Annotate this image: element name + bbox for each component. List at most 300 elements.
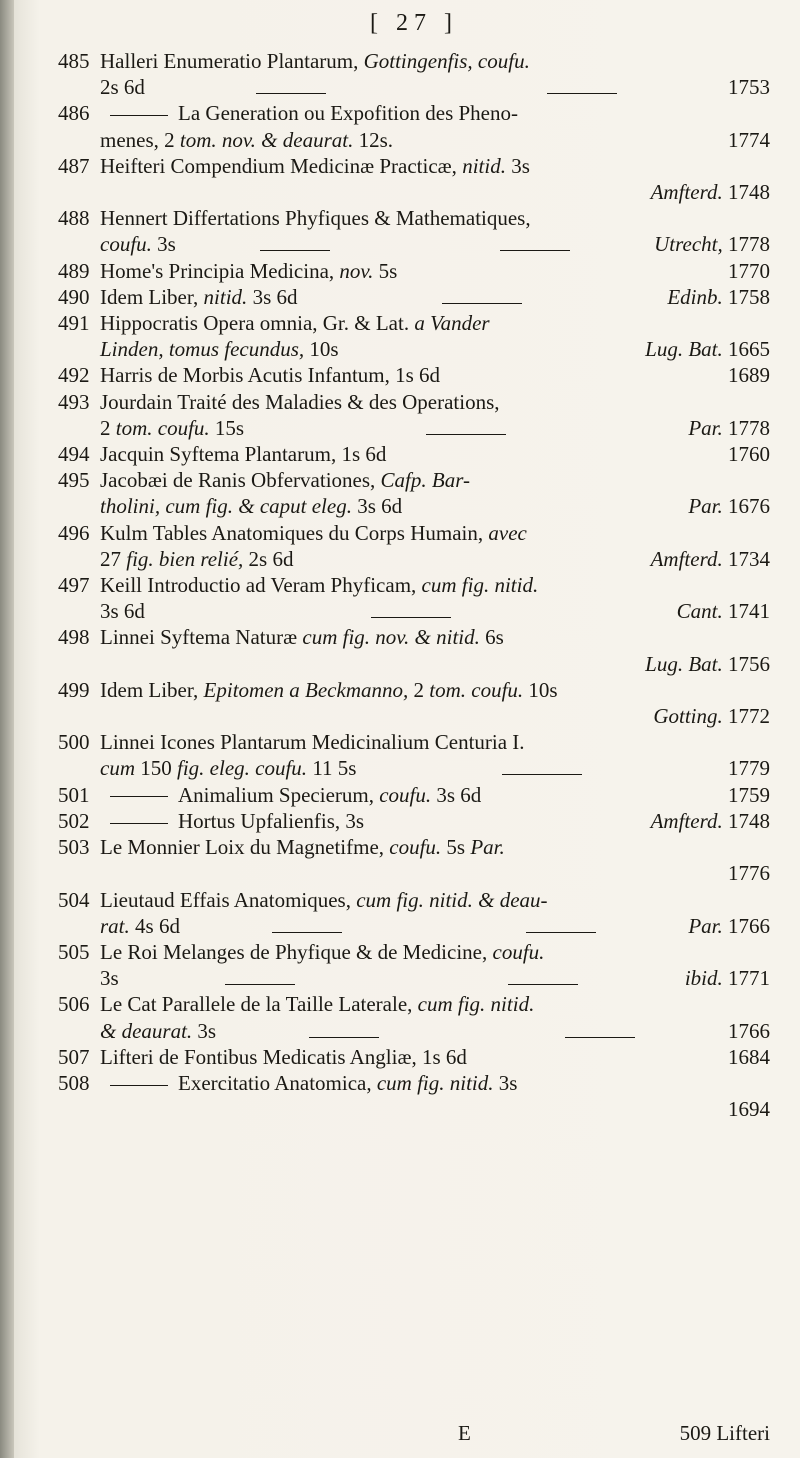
catalogue-entry [58,1044,770,1070]
entry-italic: fig. eleg. coufu. [177,756,308,781]
entry-line [58,48,770,74]
ditto-rule [502,774,582,775]
entry-italic: Linden, tomus fecundus, [100,337,305,362]
entry-italic: nitid. [462,153,506,178]
catalogue-entry [58,389,770,441]
entry-italic: nov. [339,258,374,283]
entry-text [58,651,100,677]
ditto-rule [110,823,168,824]
entry-text [58,441,386,467]
entry-title: La Generation ou Expofition des Pheno- [178,101,518,126]
entry-line [58,991,770,1017]
year: 1758 [728,284,770,309]
entry-detail: 2 [408,677,430,702]
entry-line [58,624,770,650]
entry-detail: 3s 6d [431,782,482,807]
entry-italic: fig. bien relié, [126,546,244,571]
entry-title: Le Cat Parallele de la Taille Laterale, [100,992,418,1017]
entry-spacer [145,617,677,618]
entry-line [58,729,770,755]
entry-italic: & deaurat. [100,1018,193,1043]
entry-text [58,808,364,834]
entry-italic: Epitomen a Beckmanno, [203,677,409,702]
entry-imprint [728,258,770,284]
entry-detail: 4s 6d [129,913,180,938]
entry-text [58,598,145,624]
entry-number: 489 [58,258,90,283]
entry-italic: tom. coufu. [115,415,210,440]
entry-number: 505 [58,939,90,964]
entry-number: 490 [58,284,90,309]
entry-title: Harris de Morbis Acutis Infantum, 1s 6d [100,363,441,388]
entry-italic: coufu. [379,782,432,807]
entry-text [58,153,530,179]
entry-italic: Par. [470,835,505,860]
catalogue-entry [58,834,770,886]
entry-title: Heifteri Compendium Medicinæ Practicæ, [100,153,463,178]
entry-imprint [728,362,770,388]
entry-number: 493 [58,389,90,414]
entry-detail: 3s 6d [247,284,298,309]
entry-text [58,48,530,74]
entry-imprint [651,546,770,572]
entry-text [58,205,531,231]
entry-number: 488 [58,206,90,231]
place-of-print: Par. [688,494,723,519]
ditto-rule [309,1037,379,1038]
catalogue-entry [58,205,770,257]
entry-text [58,362,440,388]
entry-imprint [728,1044,770,1070]
entry-detail: 150 [135,756,177,781]
entry-number: 508 [58,1070,90,1095]
place-of-print: Amfterd. [650,808,723,833]
entry-line [58,965,770,991]
entry-text [58,887,548,913]
entry-text [58,1018,216,1044]
place-of-print: Utrecht, [654,232,723,257]
entry-detail: 5s [373,258,398,283]
book-spine [0,0,14,1458]
catalogue-entry [58,677,770,729]
entry-line [58,782,770,808]
entry-line [58,1044,770,1070]
entry-line [58,258,770,284]
entry-detail: 10s [304,337,339,362]
entry-italic: cum fig. nitid. [421,573,539,598]
entry-italic: coufu. [389,835,442,860]
entry-text [58,1044,467,1070]
year: 1778 [728,415,770,440]
entry-detail: 10s [523,677,558,702]
entry-line [58,310,770,336]
entry-text [58,74,145,100]
year: 1770 [728,258,770,283]
entry-imprint [651,179,770,205]
entry-imprint [728,127,770,153]
entry-detail: 2s 6d [243,546,294,571]
entry-line [58,572,770,598]
place-of-print: Par. [688,415,723,440]
entry-spacer [180,932,688,933]
entry-line [58,415,770,441]
entry-italic: a Vander [414,311,490,336]
catalogue-entry [58,284,770,310]
entry-line [58,860,770,886]
entry-line [58,913,770,939]
entry-imprint [677,598,770,624]
ditto-rule [272,932,342,933]
catalogue-entry [58,572,770,624]
place-of-print: Gotting. [653,704,723,729]
entry-line [58,362,770,388]
entry-text [58,965,119,991]
year: 1759 [728,782,770,807]
entry-title: Jacquin Syftema Plantarum, 1s 6d [100,442,387,467]
entry-text [58,100,518,126]
entry-italic: tom. coufu. [429,677,524,702]
entry-title: Le Roi Melanges de Phyfique & de Medicine, [100,939,493,964]
entry-imprint [688,493,770,519]
entry-text [58,782,481,808]
entry-italic: coufu. [100,232,152,257]
entry-number: 498 [58,625,90,650]
entry-imprint [654,231,770,257]
entry-title: Hennert Differtations Phyfiques & Mathematiques, [100,206,531,231]
entry-imprint [645,651,770,677]
entry-number: 503 [58,835,90,860]
entry-title: 2 [100,415,116,440]
entry-detail: 11 5s [307,756,357,781]
catalogue-entry [58,887,770,939]
entry-title: Idem Liber, [100,677,204,702]
entry-italic: cum fig. nitid. [417,992,535,1017]
year: 1772 [728,704,770,729]
entry-line [58,284,770,310]
entry-line [58,834,770,860]
entry-title: Jacobæi de Ranis Obfervationes, [100,468,381,493]
entry-detail: 3s [192,1018,217,1043]
entry-number: 507 [58,1044,90,1069]
entry-number: 485 [58,49,90,73]
ditto-rule [256,93,326,94]
entry-text [58,572,538,598]
entry-title: Keill Introductio ad Veram Phyficam, [100,573,422,598]
entry-spacer [356,774,728,775]
entry-title: Jourdain Traité des Maladies & des Operations, [100,389,500,414]
year: 1774 [728,127,770,152]
signature-mark: E [458,1421,471,1445]
entry-text [58,179,100,205]
entry-title: Home's Principia Medicina, [100,258,340,283]
catalogue-entry [58,729,770,781]
year: 1665 [728,337,770,362]
entry-title: Linnei Syftema Naturæ [100,625,303,650]
entry-imprint [728,782,770,808]
entry-italic: Gottingenfis, coufu. [363,49,530,73]
year: 1776 [728,861,770,886]
year: 1766 [728,913,770,938]
ditto-rule [110,115,168,116]
entry-number: 497 [58,573,90,598]
entry-italic: rat. [100,913,130,938]
catalogue-entry [58,991,770,1043]
entry-detail: 5s [441,835,471,860]
catalogue-entry [58,520,770,572]
entry-text [58,729,525,755]
entry-text [58,991,534,1017]
entry-italic: cum fig. nitid. [376,1070,494,1095]
entry-number: 500 [58,730,90,755]
ditto-rule [547,93,617,94]
year: 1741 [728,599,770,624]
entry-line [58,887,770,913]
catalogue-entry [58,467,770,519]
entry-imprint [645,336,770,362]
place-of-print: Lug. Bat. [645,651,723,676]
entry-line [58,677,770,703]
entry-spacer [176,250,654,251]
year: 1676 [728,494,770,519]
entry-line [58,493,770,519]
catalogue-entry [58,808,770,834]
year: 1748 [728,180,770,205]
place-of-print: Lug. Bat. [645,337,723,362]
entry-detail: 3s [493,1070,518,1095]
ditto-rule [526,932,596,933]
entry-text [58,415,244,441]
ditto-rule [508,984,578,985]
entry-number: 487 [58,153,90,178]
entry-line [58,441,770,467]
entry-number: 486 [58,101,90,126]
entry-detail: 12s. [353,127,394,152]
entry-title: Lifteri de Fontibus Medicatis Angliæ, 1s 6d [100,1044,467,1069]
entry-italic: tom. nov. & deaurat. [179,127,354,152]
entry-title: Animalium Specierum, [178,782,380,807]
entry-title: Idem Liber, [100,284,204,309]
entry-title: Kulm Tables Anatomiques du Corps Humain, [100,520,489,545]
entry-line [58,808,770,834]
entry-line [58,1096,770,1122]
entry-spacer [119,984,685,985]
entry-title: 27 [100,546,127,571]
year: 1753 [728,75,770,100]
year: 1779 [728,756,770,781]
entry-text [58,1096,100,1122]
entry-text [58,493,402,519]
entry-line [58,598,770,624]
entry-italic: tholini, cum fig. & caput eleg. [100,494,352,519]
entry-text [58,231,176,257]
year: 1760 [728,442,770,467]
entry-imprint [667,284,770,310]
entry-italic: cum [100,756,135,781]
catalogue-entry [58,258,770,284]
catalogue-entry [58,100,770,152]
entry-italic: avec [488,520,527,545]
entry-title: Hippocratis Opera omnia, Gr. & Lat. [100,311,415,336]
entry-text [58,258,397,284]
entry-detail: 6s [479,625,504,650]
place-of-print: Par. [688,913,723,938]
entry-italic: nitid. [203,284,248,309]
year: 1734 [728,546,770,571]
entry-spacer [145,93,728,94]
entry-text [58,860,100,886]
catalogue-entry [58,624,770,676]
entry-text [58,310,490,336]
entry-imprint [728,441,770,467]
entry-detail: 3s 6d [351,494,403,519]
entry-number: 501 [58,782,90,807]
year: 1771 [728,966,770,991]
entry-text [58,624,504,650]
ditto-rule [500,250,570,251]
entry-title: Le Monnier Loix du Magnetifme, [100,835,390,860]
entry-line [58,467,770,493]
year: 1689 [728,363,770,388]
catalogue-entry [58,441,770,467]
year: 1778 [728,232,770,257]
entry-number: 502 [58,808,90,833]
entry-line [58,1018,770,1044]
entry-spacer [216,1037,728,1038]
entry-number: 506 [58,992,90,1017]
entry-title: menes, 2 [100,127,180,152]
place-of-print: ibid. [684,966,723,991]
entry-text [58,546,293,572]
entry-imprint [728,1018,770,1044]
ditto-rule [260,250,330,251]
entry-title: Lieutaud Effais Anatomiques, [100,887,357,912]
entry-text [58,127,393,153]
ditto-rule [110,1085,168,1086]
place-of-print: Amfterd. [650,546,723,571]
catalogue-entry [58,310,770,362]
entry-line [58,389,770,415]
ditto-rule [426,434,506,435]
catalogue-entry [58,362,770,388]
entry-text [58,755,356,781]
entry-text [58,336,339,362]
entry-title: 3s [100,966,119,991]
entry-imprint [728,74,770,100]
entry-text [58,703,100,729]
entry-text [58,520,527,546]
entry-title: Linnei Icones Plantarum Medicinalium Centuria I. [100,730,525,755]
entry-title: Halleri Enumeratio Plantarum, [100,49,364,73]
entry-detail: 3s [151,232,176,257]
entry-line [58,127,770,153]
place-of-print: Cant. [676,599,723,624]
entry-italic: Cafp. Bar- [380,468,470,493]
ditto-rule [225,984,295,985]
entry-number: 494 [58,442,90,467]
catalogue-entries [58,48,770,1122]
entry-text [58,1070,517,1096]
entry-spacer [298,303,668,304]
entry-number: 504 [58,887,90,912]
year: 1748 [728,808,770,833]
entry-text [58,939,544,965]
entry-detail: 3s [505,153,530,178]
catalogue-entry [58,782,770,808]
entry-italic: cum fig. nov. & nitid. [302,625,480,650]
catalogue-entry [58,48,770,100]
entry-number: 492 [58,363,90,388]
entry-text [58,834,505,860]
entry-line [58,703,770,729]
entry-imprint [688,415,770,441]
entry-imprint [651,808,770,834]
year: 1756 [728,651,770,676]
page-number: [ 27 ] [370,10,458,36]
entry-text [58,389,500,415]
year: 1684 [728,1044,770,1069]
entry-line [58,755,770,781]
catalogue-entry [58,1070,770,1122]
ditto-rule [110,796,168,797]
ditto-rule [371,617,451,618]
entry-line [58,179,770,205]
entry-line [58,231,770,257]
entry-imprint [728,755,770,781]
entry-line [58,74,770,100]
year: 1694 [728,1097,770,1122]
entry-number: 495 [58,468,90,493]
entry-number: 499 [58,677,90,702]
entry-imprint [728,860,770,886]
entry-text [58,284,298,310]
place-of-print: Amfterd. [650,180,723,205]
entry-line [58,939,770,965]
entry-line [58,153,770,179]
entry-number: 491 [58,311,90,336]
entry-title: Exercitatio Anatomica, [178,1070,377,1095]
ditto-rule [565,1037,635,1038]
ditto-rule [442,303,522,304]
entry-line [58,205,770,231]
catchword: 509 Lifteri [679,1421,770,1445]
year: 1766 [728,1018,770,1043]
entry-number: 496 [58,520,90,545]
entry-title: 3s 6d [100,599,145,624]
place-of-print: Edinb. [667,284,723,309]
entry-imprint [653,703,770,729]
entry-title: 2s 6d [100,75,145,100]
entry-imprint [685,965,770,991]
entry-text [58,467,470,493]
entry-spacer [244,434,688,435]
entry-text [58,913,180,939]
entry-imprint [688,913,770,939]
entry-imprint [728,1096,770,1122]
entry-line [58,546,770,572]
entry-italic: cum fig. nitid. & deau- [356,887,548,912]
entry-line [58,520,770,546]
entry-line [58,651,770,677]
catalogue-entry [58,153,770,205]
entry-title: Hortus Upfalienfis, 3s [178,808,365,833]
entry-line [58,1070,770,1096]
entry-line [58,336,770,362]
entry-italic: coufu. [492,939,545,964]
entry-text [58,677,558,703]
entry-detail: 15s [209,415,245,440]
catalogue-entry [58,939,770,991]
entry-line [58,100,770,126]
